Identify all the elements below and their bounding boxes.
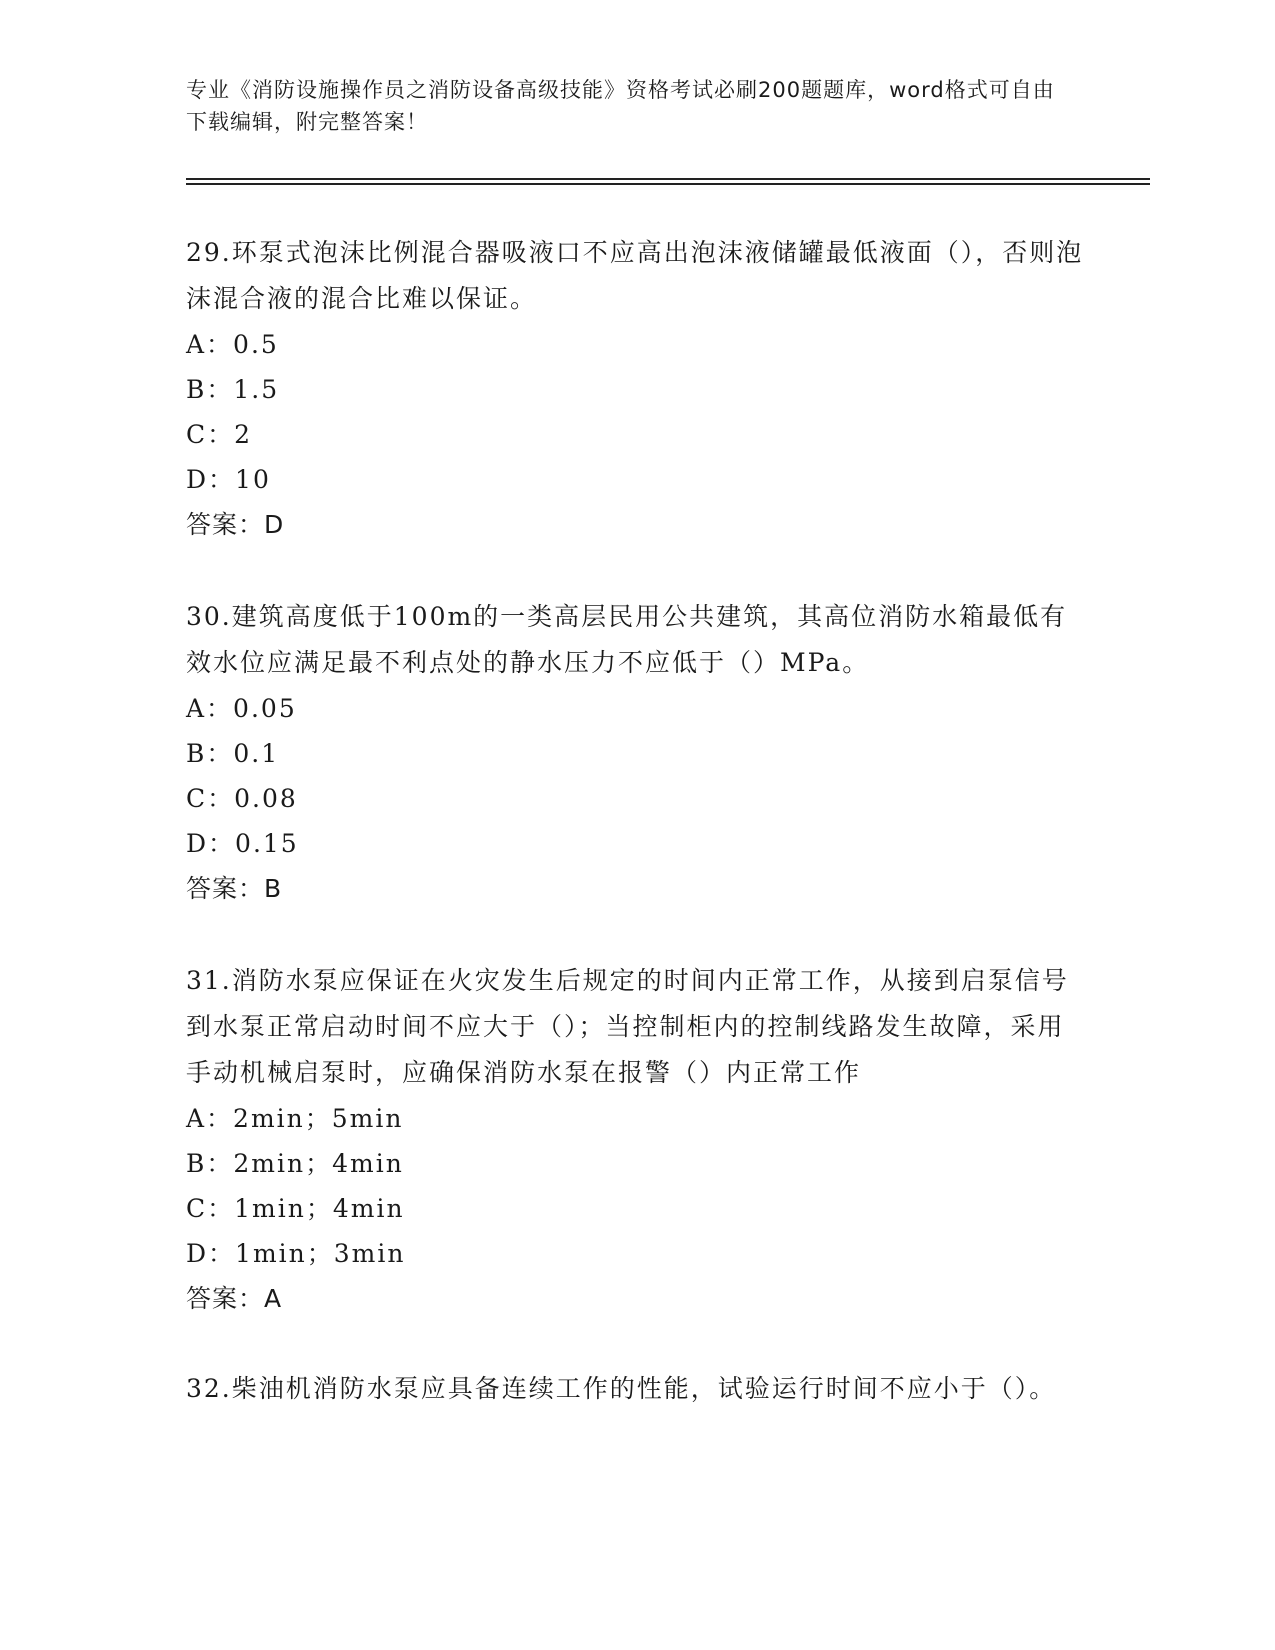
header-divider-top xyxy=(186,178,1150,180)
question-30 xyxy=(186,594,1086,911)
option-a: A：0.5 xyxy=(186,330,279,359)
answer-line: 答案：A xyxy=(186,1284,283,1313)
question-stem: 29.环泵式泡沫比例混合器吸液口不应高出泡沫液储罐最低液面（），否则泡沫混合液的混合比难以保证。 xyxy=(186,238,1084,313)
option-c: C：0.08 xyxy=(186,784,298,813)
question-29 xyxy=(186,230,1086,547)
option-c: C：1min；4min xyxy=(186,1194,405,1223)
option-b: B：0.1 xyxy=(186,739,280,768)
option-d: D：10 xyxy=(186,465,271,494)
question-32 xyxy=(186,1366,1086,1412)
option-b: B：2min；4min xyxy=(186,1149,404,1178)
question-stem: 30.建筑高度低于100m的一类高层民用公共建筑，其高位消防水箱最低有效水位应满足最不利点处的静水压力不应低于（）MPa。 xyxy=(186,602,1068,677)
question-stem: 31.消防水泵应保证在火灾发生后规定的时间内正常工作，从接到启泵信号到水泵正常启动时间不应大于（）；当控制柜内的控制线路发生故障，采用手动机械启泵时，应确保消防水泵在报警（）内正常工作 xyxy=(186,966,1069,1087)
option-a: A：0.05 xyxy=(186,694,297,723)
answer-line: 答案：D xyxy=(186,510,285,539)
answer-line: 答案：B xyxy=(186,874,283,903)
option-d: D：0.15 xyxy=(186,829,299,858)
option-a: A：2min；5min xyxy=(186,1104,404,1133)
option-c: C：2 xyxy=(186,420,253,449)
option-b: B：1.5 xyxy=(186,375,280,404)
option-d: D：1min；3min xyxy=(186,1239,406,1268)
question-stem: 32.柴油机消防水泵应具备连续工作的性能，试验运行时间不应小于（）。 xyxy=(186,1374,1057,1403)
header-note: 专业《消防设施操作员之消防设备高级技能》资格考试必刷200题题库，word格式可自由下载编辑，附完整答案！ xyxy=(186,78,1055,134)
question-31 xyxy=(186,958,1086,1321)
header-divider-bottom xyxy=(186,183,1150,185)
